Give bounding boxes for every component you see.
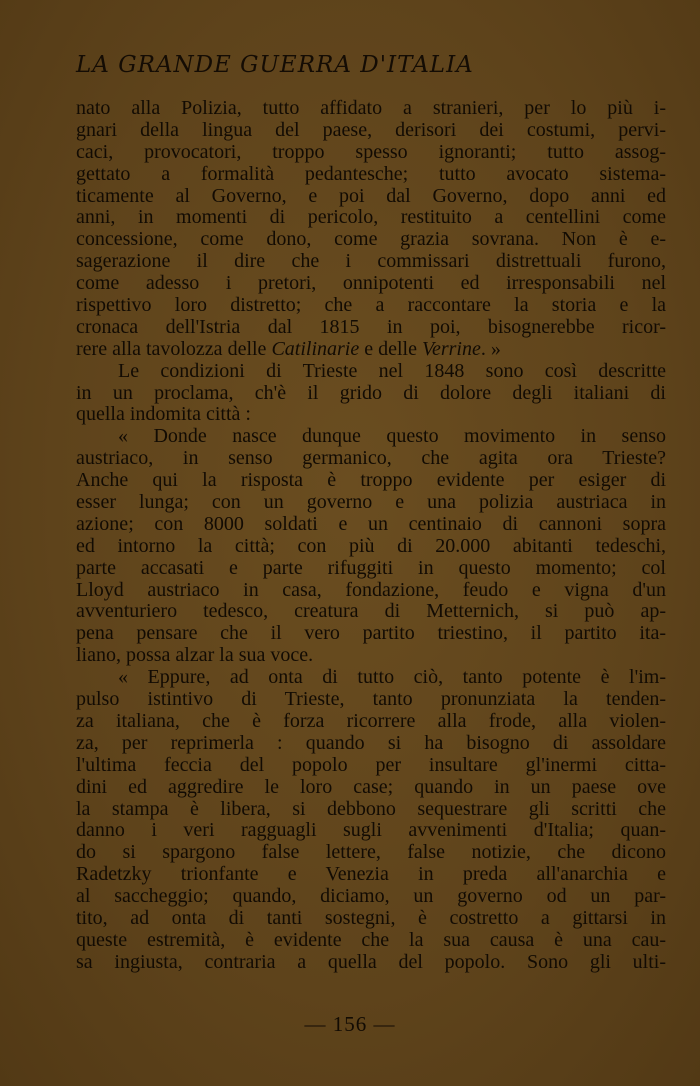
text-line: parte accasati e parte rifuggiti in questo momento; col	[76, 556, 666, 579]
text-fragment: e delle	[359, 337, 422, 360]
italic-title-verrine: Verrine	[421, 337, 481, 360]
text-line: rispettivo loro distretto; che a raccontare la storia e la	[76, 294, 666, 317]
text-line: al saccheggio; quando, diciamo, un governo od un par-	[76, 885, 666, 908]
text-line: pulso istintivo di Trieste, tanto pronunziata la tenden-	[76, 688, 666, 711]
text-line: Anche qui la risposta è troppo evidente per esiger di	[76, 469, 666, 492]
text-line: azione; con 8000 soldati e un centinaio di cannoni sopra	[76, 512, 666, 535]
text-line: tito, ad onta di tanti sostegni, è costretto a gittarsi in	[76, 906, 666, 929]
text-line: gnari della lingua del paese, derisori dei costumi, pervi-	[76, 118, 666, 141]
body-text	[76, 98, 666, 974]
running-title: LA GRANDE GUERRA D'ITALIA	[76, 52, 474, 78]
text-line: l'ultima feccia del popolo per insultare gl'inermi citta-	[76, 753, 666, 776]
text-line: la stampa è libera, si debbono sequestrare gli scritti che	[76, 797, 666, 820]
text-line: anni, in momenti di pericolo, restituito a centellini come	[76, 206, 666, 229]
text-line: liano, possa alzar la sua voce.	[76, 644, 314, 667]
text-line: gettato a formalità pedantesche; tutto avocato sistema-	[76, 162, 666, 185]
paragraph-start: « Donde nasce dunque questo movimento in senso	[118, 425, 666, 448]
text-line: caci, provocatori, troppo spesso ignoranti; tutto assog-	[76, 140, 666, 163]
text-line: esser lunga; con un governo e una polizia austriaca in	[76, 491, 666, 514]
italic-title-catilinarie: Catilinarie	[271, 337, 360, 360]
text-line: nato alla Polizia, tutto affidato a stranieri, per lo più i-	[76, 97, 666, 119]
page-number: — 156 —	[304, 1012, 396, 1036]
text-line: queste estremità, è evidente che la sua causa è una cau-	[76, 928, 666, 951]
text-line: avventuriero tedesco, creatura di Metternich, si può ap-	[76, 600, 666, 623]
text-line: Lloyd austriaco in casa, fondazione, feudo e vigna d'un	[76, 578, 666, 601]
paragraph-start: « Eppure, ad onta di tutto ciò, tanto potente è l'im-	[118, 666, 666, 689]
text-line: come adesso i pretori, onnipotenti ed irresponsabili nel	[76, 272, 666, 295]
text-line: cronaca dell'Istria dal 1815 in poi, bisognerebbe ricor-	[76, 315, 666, 338]
text-line: do si spargono false lettere, false notizie, che dicono	[76, 841, 666, 864]
text-line: danno i veri ragguagli sugli avvenimenti d'Italia; quan-	[76, 819, 666, 842]
text-line: pena pensare che il vero partito triestino, il partito ita-	[76, 622, 666, 645]
text-fragment: . »	[480, 337, 501, 360]
text-line: sagerazione il dire che i commissari distrettuali furono,	[76, 250, 666, 273]
text-line: austriaco, in senso germanico, che agita ora Trieste?	[76, 447, 666, 470]
text-line: sa ingiusta, contraria a quella del popolo. Sono gli ulti-	[76, 950, 666, 973]
text-line: ed intorno la città; con più di 20.000 abitanti tedeschi,	[76, 534, 666, 557]
text-line: za italiana, che è forza ricorrere alla frode, alla violen-	[76, 709, 666, 732]
paragraph-start: Le condizioni di Trieste nel 1848 sono così descritte	[118, 359, 666, 382]
text-fragment: rere alla tavolozza delle	[76, 337, 272, 360]
text-line: Radetzky trionfante e Venezia in preda all'anarchia e	[76, 863, 666, 886]
text-line: in un proclama, ch'è il grido di dolore degli italiani di	[76, 381, 666, 404]
text-line-with-italics	[76, 339, 666, 361]
text-line: quella indomita città :	[76, 403, 251, 426]
text-line: za, per reprimerla : quando si ha bisogno di assoldare	[76, 731, 666, 754]
text-line: ticamente al Governo, e poi dal Governo, dopo anni ed	[76, 184, 666, 207]
text-line: concessione, come dono, come grazia sovrana. Non è e-	[76, 228, 666, 251]
text-line: dini ed aggredire le loro case; quando in un paese ove	[76, 775, 666, 798]
